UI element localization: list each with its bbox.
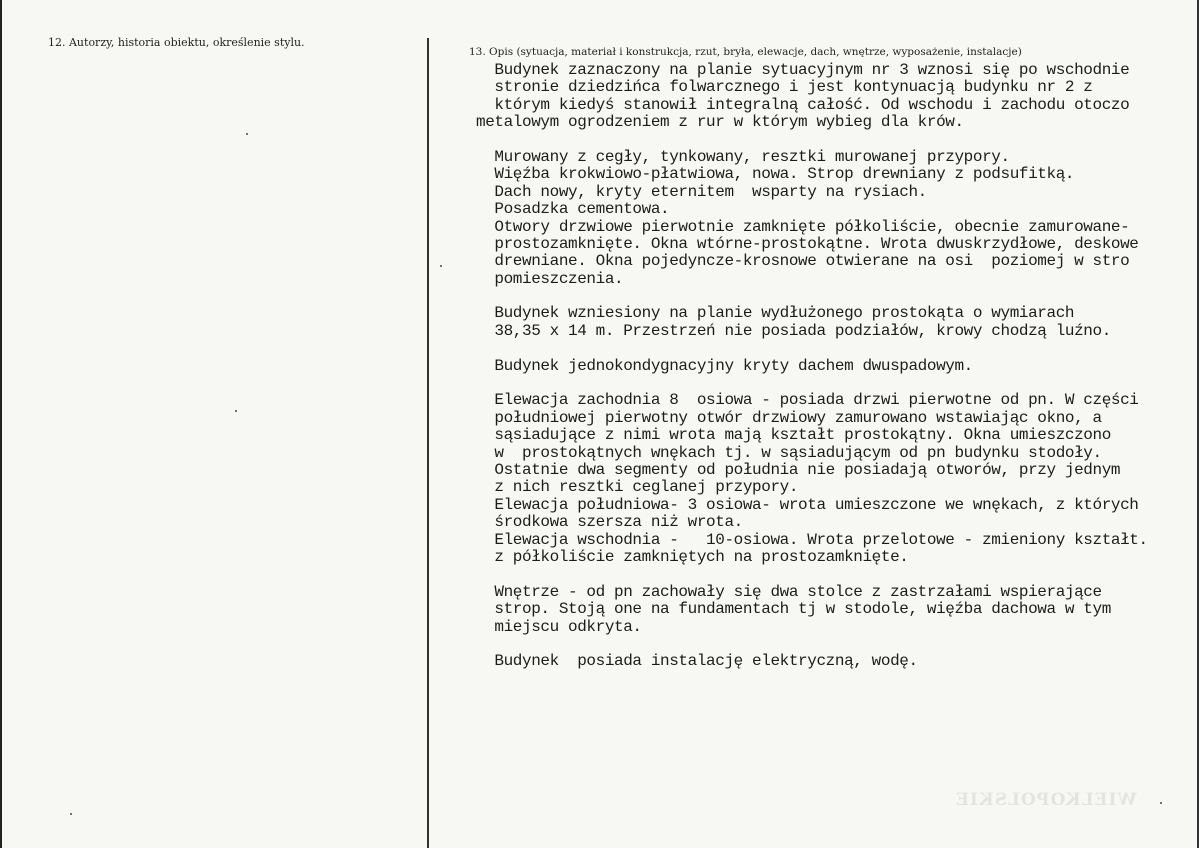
text-line: z nich resztki ceglanej przypory. <box>476 478 799 497</box>
description-text <box>476 62 1196 671</box>
scan-speck <box>70 813 72 815</box>
column-divider <box>427 38 429 848</box>
text-line: sąsiadujące z nimi wrota mają kształt prostokątny. Okna umieszczono <box>476 426 1111 445</box>
text-line: Budynek zaznaczony na planie sytuacyjnym nr 3 wznosi się po wschodnie <box>476 62 1130 79</box>
text-line: stronie dziedzińca folwarcznego i jest kontynuacją budynku nr 2 z <box>476 78 1093 97</box>
scan-speck <box>246 133 248 135</box>
paragraph-gap <box>476 636 1196 653</box>
text-line: Elewacja zachodnia 8 osiowa - posiada drzwi pierwotne od pn. W części <box>476 391 1139 410</box>
scan-speck <box>1160 802 1162 804</box>
text-line: metalowym ogrodzeniem z rur w którym wybieg dla krów. <box>476 113 964 132</box>
text-line: Budynek posiada instalację elektryczną, wodę. <box>476 652 918 671</box>
section-13-heading: 13. Opis (sytuacja, materiał i konstrukcja, rzut, bryła, elewacje, dach, wnętrze, wyposażenie, instalacje) <box>469 46 1022 58</box>
text-line: Więźba krokwiowo-płatwiowa, nowa. Strop drewniany z podsufitką. <box>476 165 1075 184</box>
text-line: Budynek wzniesiony na planie wydłużonego prostokąta o wymiarach <box>476 304 1075 323</box>
section-12-heading: 12. Autorzy, historia obiektu, określenie stylu. <box>48 36 305 49</box>
text-line: Elewacja południowa- 3 osiowa- wrota umieszczone we wnękach, z których <box>476 495 1139 514</box>
page-left-border <box>0 0 2 848</box>
text-line: drewniane. Okna pojedyncze-krosnowe otwierane na osi poziomej w stro <box>476 252 1130 271</box>
text-line: strop. Stoją one na fundamentach tj w stodole, więźba dachowa w tym <box>476 600 1111 619</box>
text-line: Wnętrze - od pn zachowały się dwa stolce z zastrzałami wspierające <box>476 582 1102 601</box>
text-line: 38,35 x 14 m. Przestrzeń nie posiada podziałów, krowy chodzą luźno. <box>476 321 1111 340</box>
paragraph-gap <box>476 288 1196 305</box>
text-line: Ostatnie dwa segmenty od południa nie posiadają otworów, przy jednym <box>476 460 1121 479</box>
reversed-watermark: WIELKOPOLSKIE <box>955 790 1137 810</box>
text-line: południowej pierwotny otwór drzwiowy zamurowano wstawiając okno, a <box>476 408 1102 427</box>
text-line: w prostokątnych wnękach tj. w sąsiadującym od pn budynku stodoły. <box>476 443 1102 462</box>
paragraph-gap <box>476 566 1196 583</box>
text-line: Elewacja wschodnia - 10-osiowa. Wrota przelotowe - zmieniony kształt. <box>476 530 1148 549</box>
text-line: miejscu odkryta. <box>476 617 642 636</box>
text-line: prostozamknięte. Okna wtórne-prostokątne. Wrota dwuskrzydłowe, deskowe <box>476 234 1139 253</box>
text-line: środkowa szersza niż wrota. <box>476 513 743 532</box>
text-line: którym kiedyś stanowił integralną całość. Od wschodu i zachodu otoczo <box>476 95 1130 114</box>
scan-speck <box>235 410 237 412</box>
scan-speck <box>440 265 442 267</box>
text-line: Otwory drzwiowe pierwotnie zamknięte półkoliście, obecnie zamurowane- <box>476 217 1130 236</box>
paragraph-gap <box>476 375 1196 392</box>
text-line: pomieszczenia. <box>476 269 624 288</box>
text-line: Dach nowy, kryty eternitem wsparty na rysiach. <box>476 182 927 201</box>
text-line: Posadzka cementowa. <box>476 200 670 219</box>
paragraph-gap <box>476 132 1196 149</box>
text-line: Budynek jednokondygnacyjny kryty dachem dwuspadowym. <box>476 356 973 375</box>
paragraph-gap <box>476 340 1196 357</box>
text-line: z półkoliście zamkniętych na prostozamknięte. <box>476 547 909 566</box>
text-line: Murowany z cegły, tynkowany, resztki murowanej przypory. <box>476 147 1010 166</box>
